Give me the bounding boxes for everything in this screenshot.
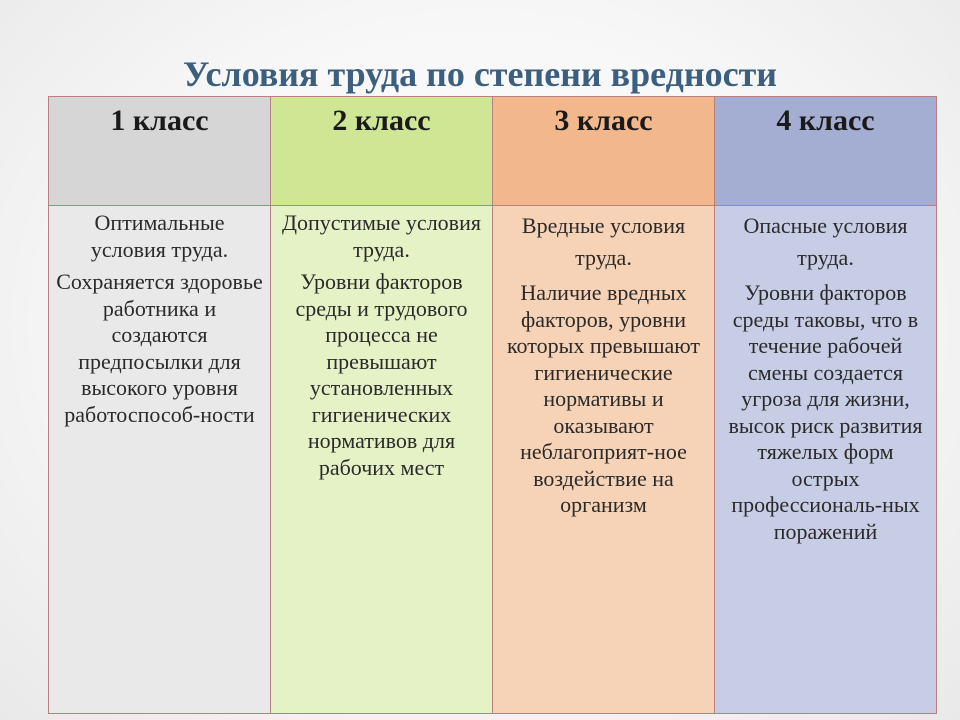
slide-title: Условия труда по степени вредности (183, 54, 777, 94)
class-4-description (715, 206, 937, 714)
class-2-detail: Уровни факторов среды и трудового процесса не превышают установленных гигиенических нормативов для рабочих мест (295, 269, 468, 480)
class-4-header: 4 класс (715, 97, 937, 206)
class-4-lead: Опасные условия труда. (743, 213, 908, 270)
class-3-header: 3 класс (493, 97, 715, 206)
class-1-detail: Сохраняется здоровье работника и создаются предпосылки для высокого уровня работоспособ-ности (56, 269, 263, 427)
table-header-row (49, 97, 937, 206)
class-2-header: 2 класс (271, 97, 493, 206)
class-4-detail: Уровни факторов среды таковы, что в течение рабочей смены создается угроза для жизни, высок риск развития тяжелых форм острых профессиональ-ных поражений (728, 280, 923, 544)
table-description-row (49, 206, 937, 714)
class-3-lead: Вредные условия труда. (521, 213, 686, 270)
hazard-classes-table (48, 96, 937, 714)
class-2-description (271, 206, 493, 714)
class-2-lead: Допустимые условия труда. (282, 210, 481, 262)
class-1-lead: Оптимальные условия труда. (90, 210, 229, 262)
class-3-detail: Наличие вредных факторов, уровни которых превышают гигиенические нормативы и оказывают неблагоприят-ное воздействие на организм (506, 280, 701, 517)
class-3-description (493, 206, 715, 714)
class-1-description (49, 206, 271, 714)
class-1-header: 1 класс (49, 97, 271, 206)
